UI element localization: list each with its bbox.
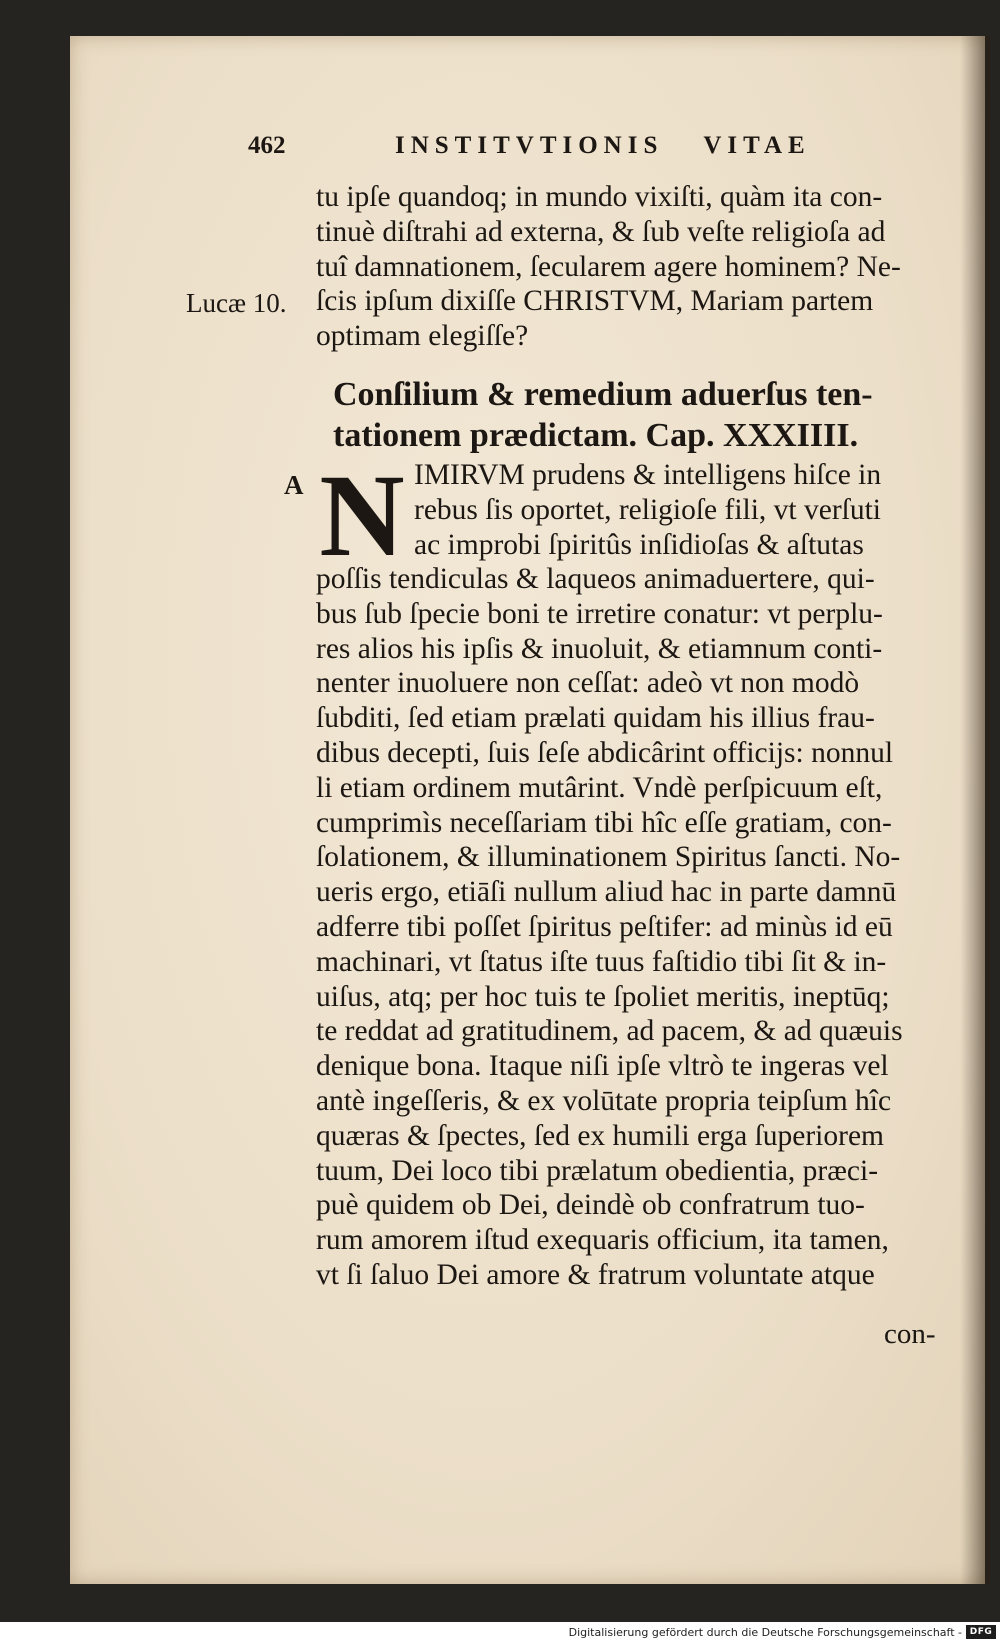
page-number: 462 xyxy=(248,132,286,159)
running-head-subtitle: VITAE xyxy=(703,132,811,159)
drop-cap-initial: N xyxy=(319,450,405,581)
text-line: ſubditi, ſed etiam prælati quidam his illius frau- xyxy=(316,702,875,735)
catchword: con- xyxy=(884,1318,936,1350)
text-line: uiſus, atq; per hoc tuis te ſpoliet meritis, ineptūq; xyxy=(316,980,890,1013)
text-line: antè ingeſſeris, & ex volūtate propria teipſum hîc xyxy=(316,1084,892,1117)
text-block-main xyxy=(316,562,956,1293)
running-head xyxy=(248,132,888,168)
text-line: ſolationem, & illuminationem Spiritus ſancti. No- xyxy=(316,841,901,874)
chapter-heading-line: tationem prædictam. Cap. XXXIIII. xyxy=(333,417,859,454)
text-block-beside-initial xyxy=(414,458,954,562)
text-line: rebus ſis oportet, religioſe fili, vt verſuti xyxy=(414,493,881,526)
text-line: vt ſi ſaluo Dei amore & fratrum voluntate atque xyxy=(316,1258,875,1291)
text-line: IMIRVM prudens & intelligens hiſce in xyxy=(414,459,882,491)
text-line: tuî damnationem, ſecularem agere hominem? Ne- xyxy=(316,250,901,283)
text-line: te reddat ad gratitudinem, ad pacem, & ad quæuis xyxy=(316,1015,903,1048)
text-line: denique bona. Itaque niſi ipſe vltrò te ingeras vel xyxy=(316,1050,889,1083)
running-head-title: INSTITVTIONIS xyxy=(395,132,664,159)
chapter-heading-line: Conſilium & remedium aduerſus ten- xyxy=(333,376,873,413)
text-line: ueris ergo, etiāſi nullum aliud hac in parte damnū xyxy=(316,876,897,909)
text-line: ac improbi ſpiritûs inſidioſas & aſtutas xyxy=(414,528,864,561)
text-line: nenter inuoluere non ceſſat: adeò vt non modò xyxy=(316,667,860,700)
margin-note: Lucæ 10. xyxy=(186,288,287,318)
binding-shadow xyxy=(960,36,990,1584)
text-line: ſcis ipſum dixiſſe CHRISTVM, Mariam partem xyxy=(316,285,874,318)
text-line: quæras & ſpectes, ſed ex humili erga ſuperiorem xyxy=(316,1119,884,1152)
text-line: tuum, Dei loco tibi prælatum obedientia, præci- xyxy=(316,1154,879,1187)
text-block-top xyxy=(316,180,956,354)
text-line: poſſis tendiculas & laqueos animaduertere, qui- xyxy=(316,563,875,595)
funding-credit: Digitalisierung gefördert durch die Deutsche Forschungsgemeinschaft - xyxy=(568,1626,962,1639)
text-line: rum amorem iſtud exequaris officium, ita tamen, xyxy=(316,1224,889,1257)
text-line: tinuè diſtrahi ad externa, & ſub veſte religioſa ad xyxy=(316,215,886,248)
text-line: tu ipſe quandoq; in mundo vixiſti, quàm ita con- xyxy=(316,181,883,213)
section-marker: A xyxy=(284,470,304,500)
text-line: li etiam ordinem mutârint. Vndè perſpicuum eſt, xyxy=(316,771,883,804)
text-line: cumprimìs neceſſariam tibi hîc eſſe gratiam, con- xyxy=(316,806,892,839)
text-line: dibus decepti, ſuis ſeſe abdicârint officijs: nonnul xyxy=(316,736,894,769)
dfg-logo: DFG xyxy=(966,1625,996,1639)
text-line: puè quidem ob Dei, deindè ob confratrum tuo- xyxy=(316,1189,865,1222)
text-line: bus ſub ſpecie boni te irretire conatur: vt perplu- xyxy=(316,597,883,630)
text-line: adferre tibi poſſet ſpiritus peſtifer: ad minùs id eū xyxy=(316,910,893,943)
text-line: res alios his ipſis & inuoluit, & etiamnum conti- xyxy=(316,632,883,665)
text-line: optimam elegiſſe? xyxy=(316,320,529,353)
chapter-heading xyxy=(333,374,953,456)
text-line: machinari, vt ſtatus iſte tuus faſtidio tibi ſit & in- xyxy=(316,945,887,978)
